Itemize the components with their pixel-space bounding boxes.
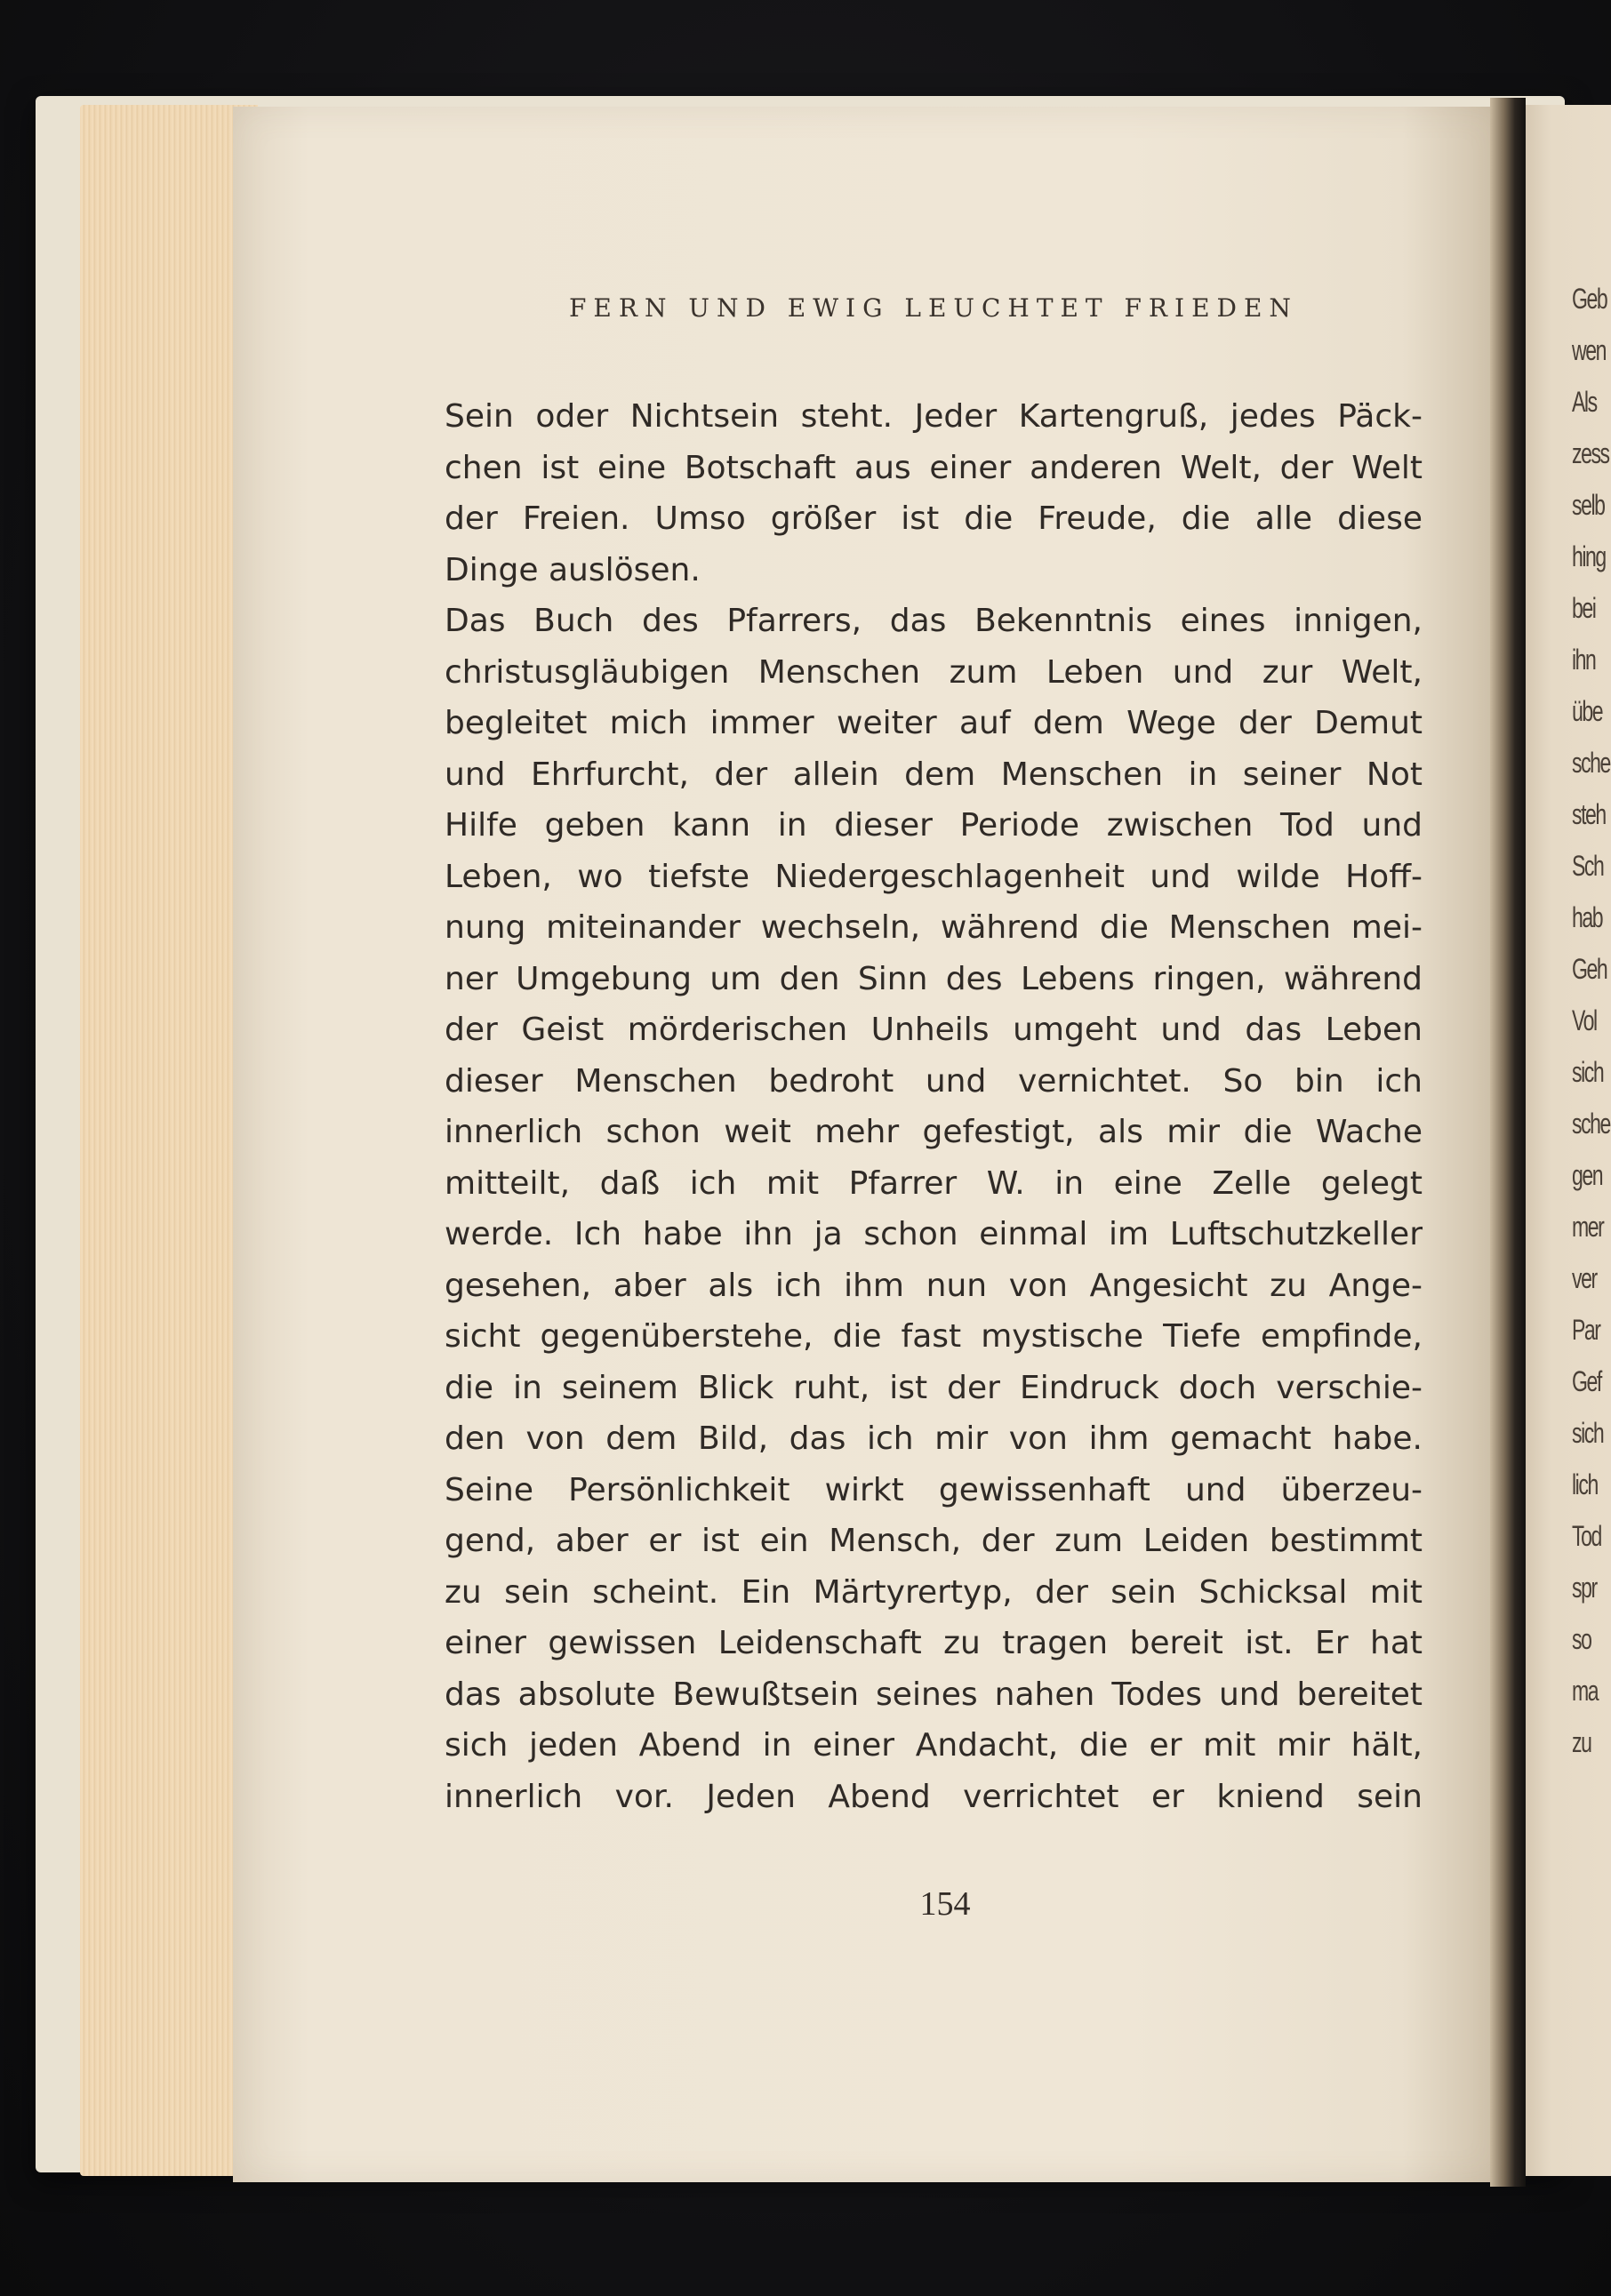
text-line: Sein oder Nichtsein steht. Jeder Kartengruß, jedes Päck- xyxy=(445,398,1423,435)
facing-page-fragment: ma xyxy=(1572,1675,1599,1707)
facing-page-fragment: bei xyxy=(1572,592,1596,624)
facing-page-fragment: Vol xyxy=(1572,1004,1597,1036)
page-number: 154 xyxy=(919,1885,971,1923)
text-line: nung miteinander wechseln, während die Menschen mei- xyxy=(445,909,1423,946)
text-line: innerlich vor. Jeden Abend verrichtet er kniend sein xyxy=(445,1778,1423,1815)
facing-page-fragment: so xyxy=(1572,1623,1591,1655)
facing-page-fragment: Geb xyxy=(1572,283,1607,315)
text-line: einer gewissen Leidenschaft zu tragen bereit ist. Er hat xyxy=(445,1625,1423,1661)
facing-page-fragment: wen xyxy=(1572,334,1606,366)
facing-page-fragment: Par xyxy=(1572,1314,1600,1346)
facing-page-fragment: Tod xyxy=(1572,1520,1601,1552)
text-line: dieser Menschen bedroht und vernichtet. So bin ich xyxy=(445,1062,1423,1100)
facing-page-fragment: übe xyxy=(1572,695,1603,727)
text-line: den von dem Bild, das ich mir von ihm gemacht habe. xyxy=(445,1420,1423,1457)
text-line: ner Umgebung um den Sinn des Lebens ringen, während xyxy=(445,960,1423,997)
facing-page-fragment: sich xyxy=(1572,1056,1604,1088)
facing-page-fragment: zess xyxy=(1572,437,1609,469)
text-line: Seine Persönlichkeit wirkt gewissenhaft und überzeu- xyxy=(445,1471,1423,1508)
text-line: Das Buch des Pfarrers, das Bekenntnis eines innigen, xyxy=(445,603,1423,639)
facing-page-fragment: hing xyxy=(1572,540,1606,572)
book-gutter xyxy=(1490,98,1526,2187)
text-line: chen ist eine Botschaft aus einer anderen Welt, der Welt xyxy=(445,449,1423,486)
facing-page-fragment: selb xyxy=(1572,489,1605,521)
facing-page-fragment: ihn xyxy=(1572,644,1596,676)
facing-page-fragment: sche xyxy=(1572,1108,1610,1140)
text-line: und Ehrfurcht, der allein dem Menschen in seiner Not xyxy=(445,756,1423,793)
facing-page-fragment: Sch xyxy=(1572,850,1604,882)
text-line: innerlich schon weit mehr gefestigt, als mir die Wache xyxy=(445,1114,1423,1150)
facing-page-fragment: sich xyxy=(1572,1417,1604,1449)
page-edges xyxy=(80,105,258,2176)
facing-page-fragment: ver xyxy=(1572,1262,1597,1294)
text-line: werde. Ich habe ihn ja schon einmal im Luftschutzkeller xyxy=(445,1216,1423,1252)
text-line: mitteilt, daß ich mit Pfarrer W. in eine Zelle gelegt xyxy=(445,1164,1423,1202)
running-head: FERN UND EWIG LEUCHTET FRIEDEN xyxy=(569,293,1298,323)
text-line: sich jeden Abend in einer Andacht, die er mit mir hält, xyxy=(445,1727,1423,1764)
facing-page-fragment: spr xyxy=(1572,1572,1597,1604)
facing-page-fragment: steh xyxy=(1572,798,1606,830)
facing-page-fragment: Als xyxy=(1572,386,1597,418)
text-line: Hilfe geben kann in dieser Periode zwischen Tod und xyxy=(445,807,1423,844)
text-line: sicht gegenüberstehe, die fast mystische Tiefe empfinde, xyxy=(445,1318,1423,1355)
facing-page-fragment: Geh xyxy=(1572,953,1607,985)
text-line: die in seinem Blick ruht, ist der Eindruck doch verschie- xyxy=(445,1369,1423,1406)
facing-page xyxy=(1526,105,1611,2176)
facing-page-fragment: gen xyxy=(1572,1159,1603,1191)
facing-page-fragment: lich xyxy=(1572,1468,1598,1500)
text-line: der Freien. Umso größer ist die Freude, die alle diese xyxy=(445,500,1423,537)
text-line: der Geist mörderischen Unheils umgeht und das Leben xyxy=(445,1012,1423,1048)
facing-page-fragment: hab xyxy=(1572,901,1603,933)
text-line: das absolute Bewußtsein seines nahen Todes und bereitet xyxy=(445,1676,1423,1713)
text-line: gesehen, aber als ich ihm nun von Angesicht zu Ange- xyxy=(445,1267,1423,1304)
facing-page-fragment: zu xyxy=(1572,1726,1591,1758)
text-line: christusgläubigen Menschen zum Leben und zur Welt, xyxy=(445,653,1423,691)
facing-page-fragment: mer xyxy=(1572,1211,1604,1243)
facing-page-fragment: Gef xyxy=(1572,1365,1601,1397)
facing-page-fragment: sche xyxy=(1572,747,1610,779)
text-line: zu sein scheint. Ein Märtyrertyp, der sein Schicksal mit xyxy=(445,1573,1423,1611)
text-line: gend, aber er ist ein Mensch, der zum Leiden bestimmt xyxy=(445,1523,1423,1559)
text-line: Leben, wo tiefste Niedergeschlagenheit und wilde Hoff- xyxy=(445,858,1423,895)
text-line: Dinge auslösen. xyxy=(445,551,701,588)
text-line: begleitet mich immer weiter auf dem Wege der Demut xyxy=(445,705,1423,741)
